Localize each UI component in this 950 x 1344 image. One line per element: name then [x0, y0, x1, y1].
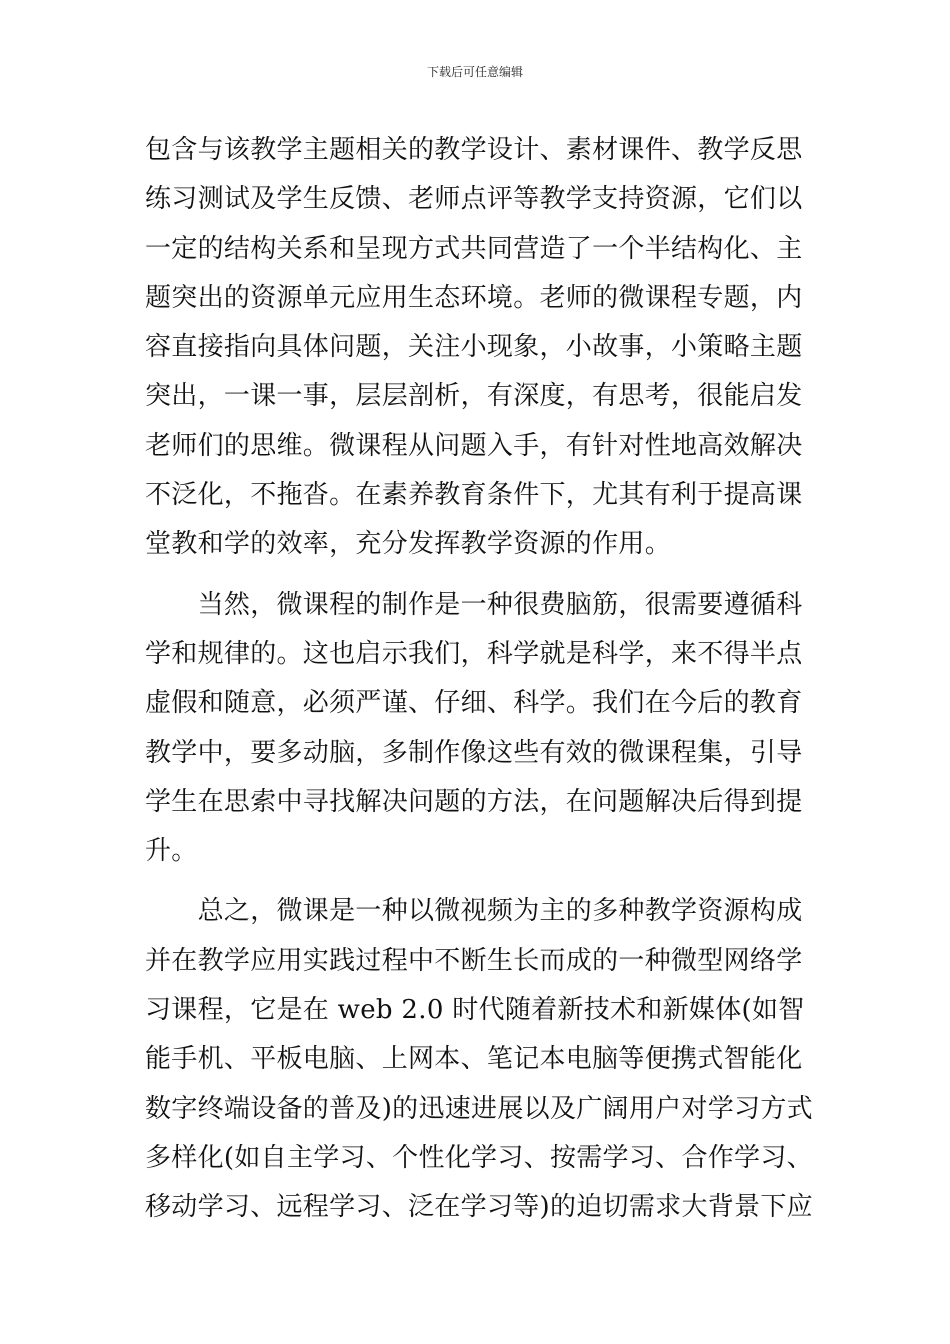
- paragraph-gap: [145, 876, 810, 887]
- text-line: 容直接指向具体问题，关注小现象，小故事，小策略主题: [145, 332, 803, 363]
- text-line: 多样化(如自主学习、个性化学习、按需学习、合作学习、: [145, 1142, 813, 1173]
- text-line: 移动学习、远程学习、泛在学习等)的迫切需求大背景下应: [145, 1192, 813, 1223]
- text-line: 不泛化，不拖沓。在素养教育条件下，尤其有利于提高课: [145, 480, 803, 511]
- text-line: 突出，一课一事，层层剖析，有深度，有思考，很能启发: [145, 381, 803, 412]
- text-line: 数字终端设备的普及)的迅速进展以及广阔用户对学习方式: [145, 1093, 813, 1124]
- text-line: 教学中，要多动脑，多制作像这些有效的微课程集，引导: [145, 737, 803, 768]
- text-line: 总之，微课是一种以微视频为主的多种教学资源构成: [145, 896, 803, 927]
- text-line: 虚假和随意，必须严谨、仔细、科学。我们在今后的教育: [145, 688, 803, 719]
- text-line: 练习测试及学生反馈、老师点评等教学支持资源，它们以: [145, 184, 803, 215]
- text-line: 学和规律的。这也启示我们，科学就是科学，来不得半点: [145, 638, 803, 669]
- text-line: 并在教学应用实践过程中不断生长而成的一种微型网络学: [145, 945, 803, 976]
- text-line: 题突出的资源单元应用生态环境。老师的微课程专题，内: [145, 282, 803, 313]
- text-line: 当然，微课程的制作是一种很费脑筋，很需要遵循科: [145, 589, 803, 620]
- paragraph-2: [145, 581, 810, 877]
- text-line: 包含与该教学主题相关的教学设计、素材课件、教学反思: [145, 135, 803, 165]
- text-line: 习课程，它是在 web 2.0 时代随着新技术和新媒体(如智: [145, 995, 805, 1026]
- text-line: 老师们的思维。微课程从问题入手，有针对性地高效解决: [145, 430, 803, 461]
- document-body: [145, 126, 813, 1233]
- text-line: 一定的结构关系和呈现方式共同营造了一个半结构化、主: [145, 233, 803, 264]
- paragraph-gap: [145, 570, 810, 581]
- paragraph-3: [145, 887, 813, 1232]
- text-line: 堂教和学的效率，充分发挥教学资源的作用。: [145, 529, 672, 560]
- text-line: 能手机、平板电脑、上网本、笔记本电脑等便携式智能化: [145, 1044, 803, 1075]
- page-header: 下载后可任意编辑: [426, 65, 523, 79]
- text-line: 升。: [145, 836, 198, 867]
- paragraph-1: [145, 126, 810, 570]
- text-line: 学生在思索中寻找解决问题的方法，在问题解决后得到提: [145, 786, 803, 817]
